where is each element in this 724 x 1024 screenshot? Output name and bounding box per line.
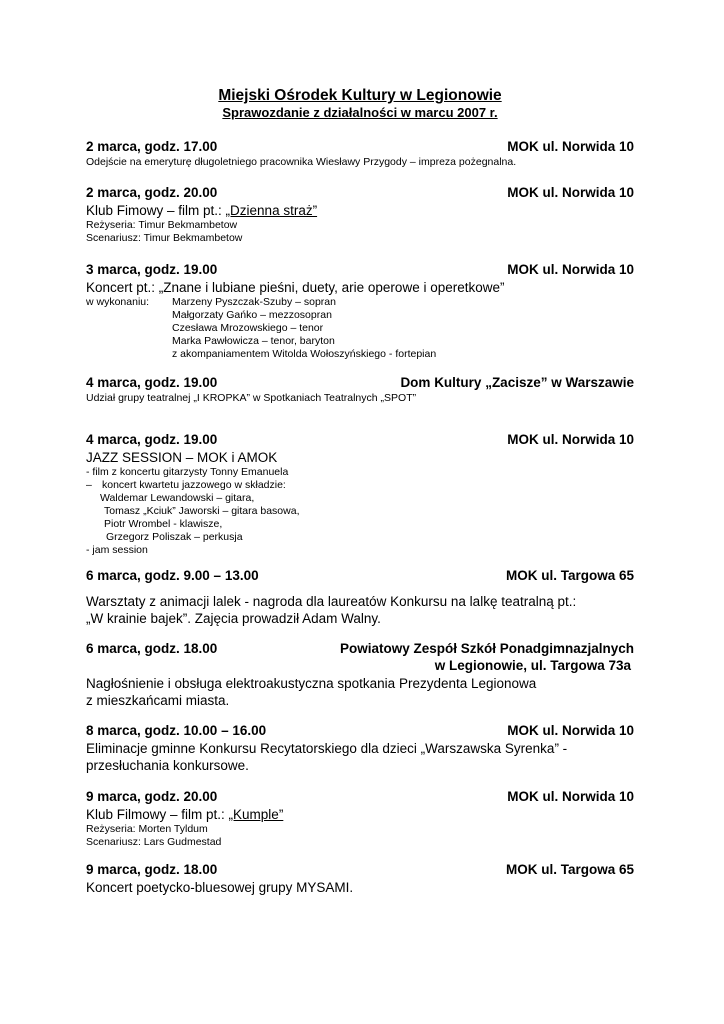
event-description: Odejście na emeryturę długoletniego pracownika Wiesławy Przygody – impreza pożegnalna.: [86, 156, 517, 168]
report-header: [86, 86, 634, 121]
event-header: [86, 432, 634, 449]
event-place: MOK ul. Targowa 65: [505, 862, 634, 877]
event-entry: [86, 641, 634, 709]
event-entry: [86, 375, 634, 405]
event-entry: [86, 262, 634, 361]
performer: Czesława Mrozowskiego – tenor: [172, 322, 324, 334]
program-item: [86, 479, 634, 492]
event-description-line: Warsztaty z animacji lalek - nagroda dla laureatów Konkursu na lalkę teatralną pt.:: [86, 594, 577, 609]
musician: Waldemar Lewandowski – gitara,: [100, 492, 255, 504]
event-description-line: Nagłośnienie i obsługa elektroakustyczna spotkania Prezydenta Legionowa: [86, 676, 537, 691]
event-entry: [86, 723, 634, 774]
event-date: 6 marca, godz. 9.00 – 13.00: [86, 568, 259, 583]
film-title: „Kumple”: [228, 807, 284, 822]
event-entry: [86, 432, 634, 557]
event-place: MOK ul. Norwida 10: [507, 789, 634, 804]
event-date: 6 marca, godz. 18.00: [86, 641, 218, 656]
event-entry: [86, 568, 634, 627]
event-header: [86, 375, 634, 392]
performer: Marka Pawłowicza – tenor, baryton: [172, 335, 335, 347]
event-date: 4 marca, godz. 19.00: [86, 375, 218, 390]
event-line-prefix: Klub Filmowy – film pt.:: [86, 807, 229, 822]
event-header: [86, 641, 634, 675]
event-entry: [86, 789, 634, 849]
program-item: - jam session: [86, 544, 148, 556]
event-date: 9 marca, godz. 20.00: [86, 789, 218, 804]
event-description-line: przesłuchania konkursowe.: [86, 758, 249, 773]
event-header: [86, 723, 634, 740]
event-header: [86, 185, 634, 202]
event-line: JAZZ SESSION – MOK i AMOK: [86, 450, 278, 465]
event-place: MOK ul. Norwida 10: [507, 262, 634, 277]
event-place: MOK ul. Targowa 65: [505, 568, 634, 583]
event-description-line: Eliminacje gminne Konkursu Recytatorskiego dla dzieci „Warszawska Syrenka” -: [86, 741, 568, 756]
event-date: 8 marca, godz. 10.00 – 16.00: [86, 723, 267, 738]
performer: Małgorzaty Gańko – mezzosopran: [172, 309, 332, 321]
event-line-prefix: Klub Fimowy – film pt.:: [86, 203, 226, 218]
event-place: MOK ul. Norwida 10: [507, 432, 634, 447]
performer: z akompaniamentem Witolda Wołoszyńskiego - fortepian: [172, 348, 437, 360]
performers-list: [172, 296, 436, 361]
event-line: Koncert poetycko-bluesowej grupy MYSAMI.: [86, 880, 354, 895]
event-date: 9 marca, godz. 18.00: [86, 862, 218, 877]
event-header: [86, 789, 634, 806]
event-place: Dom Kultury „Zacisze” w Warszawie: [400, 375, 634, 390]
event-date: 2 marca, godz. 17.00: [86, 139, 218, 154]
event-description: Udział grupy teatralnej „I KROPKA” w Spotkaniach Teatralnych „SPOT”: [86, 392, 417, 404]
event-header: [86, 568, 634, 585]
musician: Grzegorz Poliszak – perkusja: [106, 531, 243, 543]
event-description-line: z mieszkańcami miasta.: [86, 693, 230, 708]
event-header: [86, 139, 634, 156]
event-description-line: „W krainie bajek”. Zajęcia prowadził Adam Walny.: [86, 611, 381, 626]
event-header: [86, 262, 634, 279]
event-date: 4 marca, godz. 19.00: [86, 432, 218, 447]
event-entry: [86, 862, 634, 896]
event-header: [86, 862, 634, 879]
musician: Tomasz „Kciuk” Jaworski – gitara basowa,: [104, 505, 300, 517]
event-place: MOK ul. Norwida 10: [507, 723, 634, 738]
program-item-text: koncert kwartetu jazzowego w składzie:: [102, 479, 286, 491]
event-entry: [86, 139, 634, 169]
performers-block: [86, 296, 634, 361]
event-director: Reżyseria: Timur Bekmambetow: [86, 219, 238, 231]
event-place: MOK ul. Norwida 10: [507, 139, 634, 154]
event-line: [86, 202, 634, 219]
event-writer: Scenariusz: Timur Bekmambetow: [86, 232, 243, 244]
event-place-line2: w Legionowie, ul. Targowa 73a: [434, 658, 631, 673]
musician: Piotr Wrombel - klawisze,: [104, 518, 223, 530]
event-place: MOK ul. Norwida 10: [507, 185, 634, 200]
event-date: 2 marca, godz. 20.00: [86, 185, 218, 200]
page-title: Miejski Ośrodek Kultury w Legionowie: [218, 87, 502, 104]
performers-label: w wykonaniu:: [86, 296, 150, 308]
event-place: Powiatowy Zespół Szkół Ponadgimnazjalnych: [339, 641, 634, 656]
dash-marker: –: [86, 479, 92, 491]
event-line: Koncert pt.: „Znane i lubiane pieśni, duety, arie operowe i operetkowe”: [86, 280, 505, 295]
film-title: „Dzienna straż”: [225, 203, 318, 218]
event-writer: Scenariusz: Lars Gudmestad: [86, 836, 222, 848]
page-subtitle: Sprawozdanie z działalności w marcu 2007 r.: [222, 105, 498, 120]
event-director: Reżyseria: Morten Tyldum: [86, 823, 208, 835]
event-line: [86, 806, 634, 823]
program-item: - film z koncertu gitarzysty Tonny Emanuela: [86, 466, 289, 478]
event-entry: [86, 185, 634, 245]
performer: Marzeny Pyszczak-Szuby – sopran: [172, 296, 336, 308]
event-date: 3 marca, godz. 19.00: [86, 262, 218, 277]
